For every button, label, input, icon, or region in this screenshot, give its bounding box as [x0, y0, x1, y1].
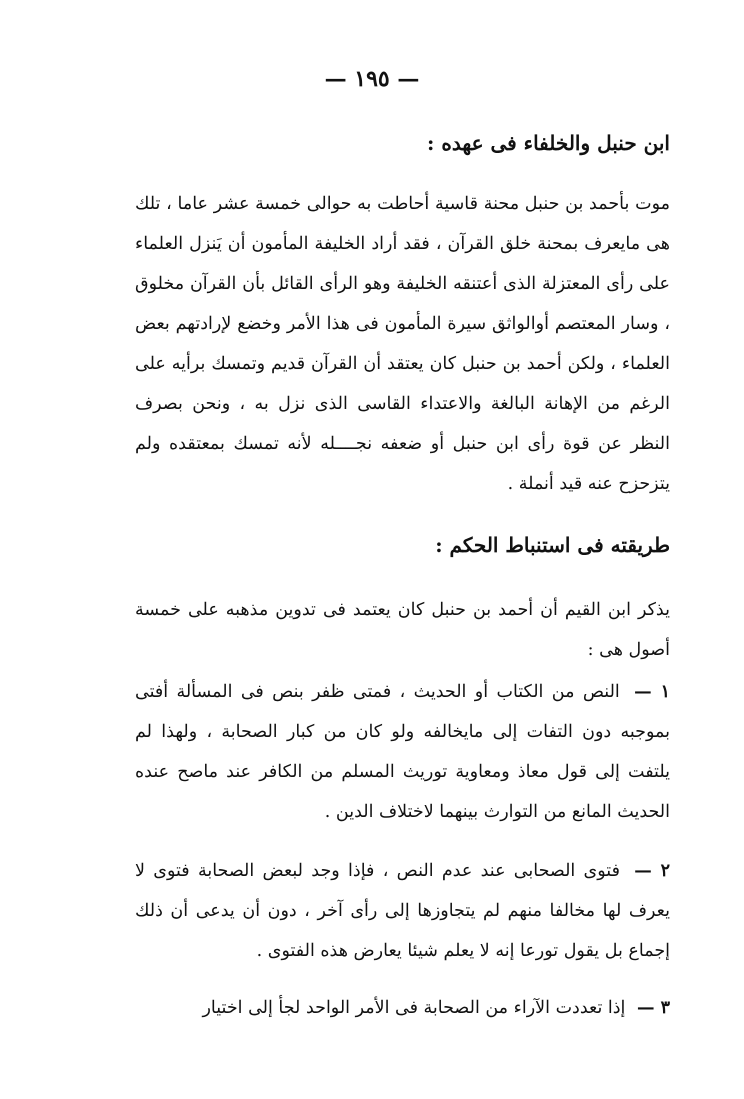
- list-item-number: ٢ —: [634, 861, 670, 881]
- list-item-text: النص من الكتاب أو الحديث ، فمتى ظفر بنص فى المسألة أفتى بموجبه دون التفات إلى مايخالفه ولو كان من كبار الصحابة ، ولهذا لم يلتفت إلى قول معاذ ومعاوية توريث المسلم من الكافر عند ماصح عنده الحديث المانع من التوارث بينهما لاختلاف الدين .: [135, 682, 670, 822]
- section-heading-method: طريقته فى استنباط الحكم :: [435, 533, 670, 557]
- list-item: [135, 851, 670, 971]
- list-item-text: إذا تعددت الآراء من الصحابة فى الأمر الواحد لجأ إلى اختيار: [202, 998, 626, 1018]
- list-item-number: ١ —: [634, 682, 670, 702]
- section-heading-caliphs: ابن حنبل والخلفاء فى عهده :: [427, 131, 670, 155]
- list-item-number: ٣ —: [637, 998, 670, 1018]
- page-number: — ١٩٥ —: [324, 66, 420, 92]
- list-item-text: فتوى الصحابى عند عدم النص ، فإذا وجد لبعض الصحابة فتوى لا يعرف لها مخالفا منهم لم يتجاوزها إلى رأى آخر ، دون أن يدعى أن ذلك إجماع بل يقول تورعا إنه لا يعلم شيئا يعارض هذه الفتوى .: [135, 861, 670, 961]
- list-item: [135, 988, 670, 1028]
- paragraph-intro: يذكر ابن القيم أن أحمد بن حنبل كان يعتمد فى تدوين مذهبه على خمسة أصول هى :: [135, 600, 670, 660]
- list-item: [135, 672, 670, 832]
- paragraph-ordeal: موت بأحمد بن حنبل محنة قاسية أحاطت به حوالى خمسة عشر عاما ، تلك هى مايعرف بمحنة خلق القرآن ، فقد أراد الخليفة المأمون أن يَنزل العلماء على رأى المعتزلة الذى أعتنقه الخليفة وهو الرأى القائل بأن القرآن مخلوق ، وسار المعتصم أوالواثق سيرة المأمون فى هذا الأمر وخضع لإرادتهم بعض العلماء ، ولكن أحمد بن حنبل كان يعتقد أن القرآن قديم وتمسك برأيه على الرغم من الإهانة البالغة والاعتداء القاسى الذى نزل به ، ونحن بصرف النظر عن قوة رأى ابن حنبل أو ضعفه نجــــله لأنه تمسك بمعتقده ولم يتزحزح عنه قيد أنملة .: [135, 194, 670, 494]
